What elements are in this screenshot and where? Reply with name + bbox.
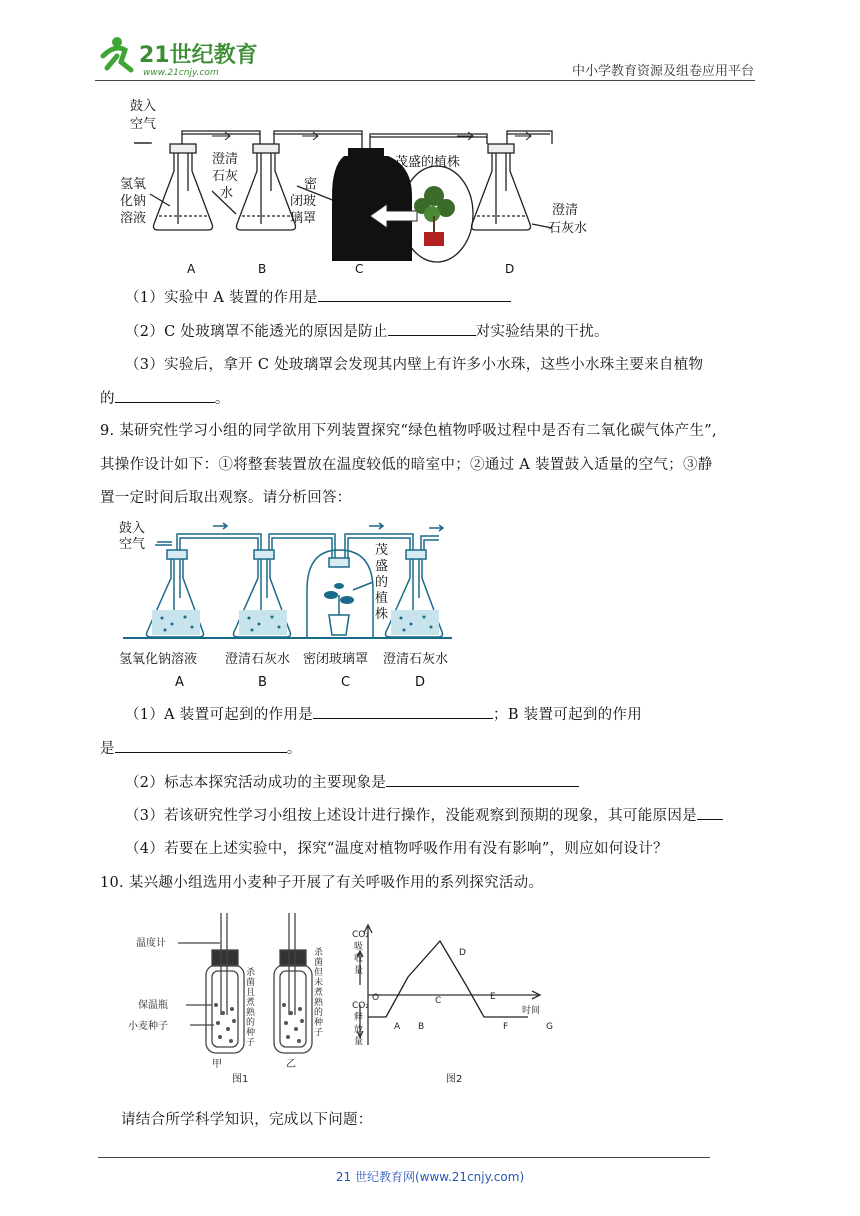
fig2-letter-a: A	[175, 675, 184, 690]
fig2-caption-d: 澄清石灰水	[383, 652, 449, 667]
q8-blank-3	[115, 388, 215, 403]
header-platform-text: 中小学教育资源及组卷应用平台	[571, 64, 754, 79]
fig1-naoh-2: 化钠	[120, 194, 147, 209]
q9-blank-3	[386, 772, 579, 787]
q10-closing: 请结合所学科学知识，完成以下问题：	[121, 1112, 373, 1128]
fig2-plant-3: 的	[375, 575, 389, 590]
jia_side-char: 杀	[246, 968, 256, 978]
jia_side-char: 且	[246, 988, 256, 998]
fig3-ydown-0: CO₂	[352, 1001, 369, 1011]
jia_side-char: 菌	[246, 978, 256, 988]
q8-item-1: （1）实验中 A 装置的作用是	[125, 287, 511, 308]
q9-item-1-line2: 是 。	[100, 738, 302, 759]
q9-blank-4	[697, 805, 723, 820]
fig2-plant-4: 植	[375, 591, 389, 606]
yi_side-char: 菌	[314, 958, 324, 968]
q8-item-2: （2）C 处玻璃罩不能透光的原因是防止 对实验结果的干扰。	[125, 321, 609, 342]
q9-item-1-line1: （1）A 装置可起到的作用是 ；B 装置可起到的作用	[125, 704, 642, 725]
footer-text: 21 世纪教育网(www.21cnjy.com)	[335, 1170, 525, 1184]
fig3-jia: 甲	[212, 1059, 222, 1070]
fig2-inlet-2: 空气	[119, 537, 146, 552]
figure-q10	[128, 905, 568, 1090]
fig1-lime-1: 澄清	[212, 152, 239, 167]
fig1-lime-2: 石灰	[212, 169, 239, 184]
yi_side-char: 熟	[314, 998, 324, 1008]
fig3-caption-1: 图1	[232, 1074, 249, 1085]
yi_side-char: 但	[314, 968, 324, 978]
fig2-inlet-1: 鼓入	[119, 521, 146, 536]
fig1-inlet-1: 鼓入	[130, 99, 157, 114]
fig3-ydown-2: 放	[354, 1025, 364, 1035]
fig1-plant-label: 茂盛的植株	[395, 155, 461, 170]
runner-icon	[103, 37, 131, 70]
fig3-point-g: G	[546, 1022, 553, 1032]
fig3-point-e: E	[490, 992, 496, 1002]
fig2-letter-d: D	[415, 675, 426, 690]
fig1-naoh-1: 氢氧	[120, 177, 147, 192]
fig2-plant-2: 盛	[375, 559, 389, 574]
figure-q9-apparatus	[117, 520, 462, 695]
fig3-jia-side	[246, 967, 256, 1048]
fig3-point-b: B	[418, 1022, 425, 1032]
yi_side-char: 未	[314, 978, 324, 988]
fig3-ydown-1: 释	[354, 1013, 364, 1023]
co2-graph	[357, 925, 540, 1045]
fig2-letter-c: C	[341, 675, 351, 690]
jia_side-char: 子	[246, 1038, 256, 1048]
q9-stem-line1: 9. 某研究性学习小组的同学欲用下列装置探究“绿色植物呼吸过程中是否有二氧化碳气体产生”,	[100, 423, 717, 439]
fig3-yi: 乙	[286, 1059, 296, 1070]
fig3-seeds-label: 小麦种子	[128, 1021, 168, 1032]
q9-blank-2	[115, 738, 287, 753]
fig1-letter-a: A	[187, 262, 196, 276]
fig1-naoh-3: 溶液	[120, 211, 147, 226]
fig1-hood-1: 密	[304, 177, 318, 192]
yi_side-char: 的	[314, 1008, 324, 1018]
fig3-yi-side	[314, 947, 324, 1038]
fig3-point-d: D	[459, 948, 466, 958]
plant-icon	[414, 186, 455, 246]
q8-item-3-line1: （3）实验后，拿开 C 处玻璃罩会发现其内壁上有许多小水珠，这些小水珠主要来自植物	[125, 357, 704, 373]
fig1-letter-b: B	[258, 262, 267, 276]
fig1-lime-3: 水	[220, 186, 234, 201]
fig3-origin: O	[372, 993, 380, 1003]
q9-stem-line3: 置一定时间后取出观察。请分析回答：	[100, 490, 352, 506]
q8-item-3-line2: 的 。	[100, 388, 230, 409]
fig1-letter-c: C	[355, 262, 364, 276]
fig3-point-c: C	[435, 996, 442, 1006]
fig3-flask-label: 保温瓶	[138, 1000, 168, 1011]
fig1-letter-d: D	[505, 262, 515, 276]
fig2-caption-c: 密闭玻璃罩	[303, 652, 369, 667]
q9-item-3: （3）若该研究性学习小组按上述设计进行操作，没能观察到预期的现象，其可能原因是	[125, 805, 723, 826]
fig2-plant-1: 茂	[375, 543, 389, 558]
q10-title: 10. 某兴趣小组选用小麦种子开展了有关呼吸作用的系列探究活动。	[100, 875, 544, 891]
jia_side-char: 种	[246, 1028, 256, 1038]
q9-blank-1	[313, 704, 493, 719]
fig2-letter-b: B	[258, 675, 267, 690]
yi_side-char: 种	[314, 1018, 324, 1028]
fig3-yup-2: 收	[354, 954, 364, 964]
header-divider	[95, 80, 755, 81]
plant-icon	[324, 583, 354, 635]
fig2-plant-5: 株	[375, 607, 389, 622]
logo-text: 21世纪教育	[139, 43, 258, 68]
q8-blank-2	[388, 321, 476, 336]
yi_side-char: 煮	[314, 988, 324, 998]
fig3-xlabel: 时间	[522, 1006, 541, 1016]
fig1-limeD-1: 澄清	[552, 203, 579, 218]
fig3-thermometer-label: 温度计	[136, 938, 166, 949]
fig2-caption-b: 澄清石灰水	[225, 652, 291, 667]
jia_side-char: 熟	[246, 1008, 256, 1018]
fig1-hood-3: 璃罩	[290, 211, 317, 226]
fig3-ydown-3: 量	[354, 1037, 364, 1047]
fig3-yup-0: CO₂	[352, 930, 369, 940]
yi_side-char: 杀	[314, 948, 324, 958]
q8-blank-1	[318, 287, 511, 302]
q9-item-4: （4）若要在上述实验中，探究“温度对植物呼吸作用有没有影响”，则应如何设计？	[125, 841, 668, 857]
fig3-caption-2: 图2	[446, 1074, 463, 1085]
fig1-inlet-2: 空气	[130, 117, 157, 132]
fig3-point-a: A	[394, 1022, 401, 1032]
fig3-point-f: F	[503, 1022, 509, 1032]
fig1-hood-2: 闭玻	[290, 194, 317, 209]
fig3-yup-1: 吸	[354, 942, 364, 952]
footer-divider	[98, 1157, 710, 1158]
logo-url: www.21cnjy.com	[143, 68, 219, 78]
yi_side-char: 子	[314, 1028, 324, 1038]
site-logo	[95, 34, 265, 80]
fig2-caption-a: 氢氧化钠溶液	[119, 652, 198, 667]
jia_side-char: 煮	[246, 998, 256, 1008]
figure-q8-apparatus	[112, 96, 592, 281]
fig3-yup-3: 量	[354, 966, 364, 976]
jia_side-char: 的	[246, 1018, 256, 1028]
q9-item-2: （2）标志本探究活动成功的主要现象是	[125, 772, 579, 793]
q9-stem-line2: 其操作设计如下：①将整套装置放在温度较低的暗室中；②通过 A 装置鼓入适量的空气；③静	[100, 457, 713, 473]
fig1-limeD-2: 石灰水	[548, 221, 588, 236]
